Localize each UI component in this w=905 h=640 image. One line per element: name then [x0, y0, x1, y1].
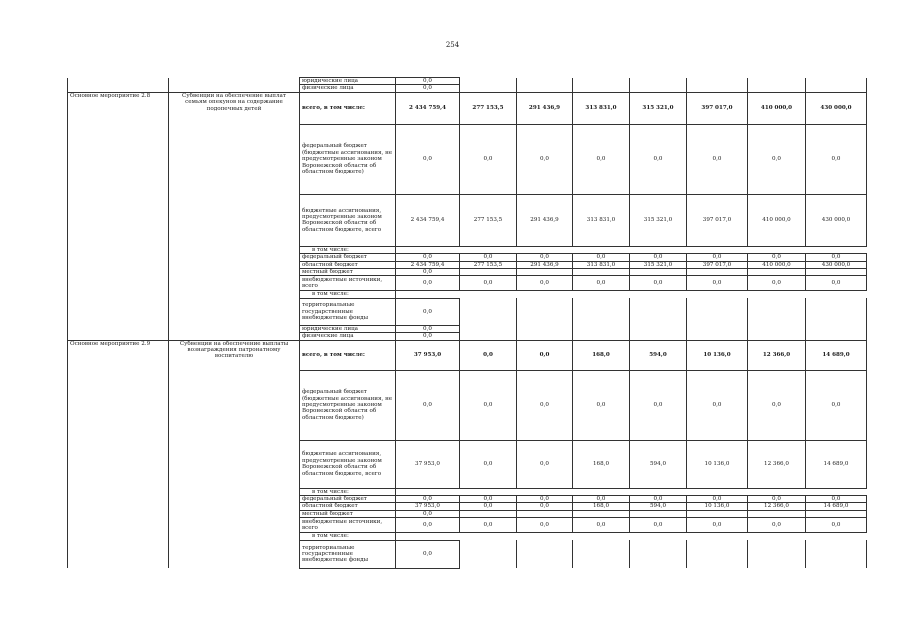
- value-cell: 410 000,0: [748, 261, 806, 268]
- empty-value-cell: [460, 510, 517, 517]
- empty-value-cell: [630, 333, 687, 340]
- value-cell: 12 366,0: [748, 340, 806, 370]
- value-cell: 0,0: [748, 518, 806, 533]
- event-description-cell: [169, 440, 300, 488]
- value-cell: 0,0: [687, 496, 748, 503]
- value-cell: 0,0: [460, 518, 517, 533]
- event-name-cell: [68, 194, 169, 246]
- value-cell: 0,0: [396, 333, 460, 340]
- event-description-cell: [169, 78, 300, 85]
- table-row: [68, 540, 867, 568]
- event-description-cell: [169, 533, 300, 540]
- funding-source-cell: в том числе:: [300, 291, 396, 298]
- value-cell: 2 434 759,4: [396, 261, 460, 268]
- event-description-cell: [169, 518, 300, 533]
- empty-value-cell: [806, 269, 867, 276]
- funding-source-cell: федеральный бюджет (бюджетные ассигнования, не предусмотренные законом Воронежской области об областном бюджете): [300, 370, 396, 440]
- empty-value-cell: [460, 333, 517, 340]
- value-cell: 0,0: [630, 276, 687, 291]
- funding-source-cell: юридические лица: [300, 325, 396, 332]
- table-row: [68, 78, 867, 85]
- table-row: [68, 291, 867, 298]
- value-cell: 168,0: [573, 503, 630, 510]
- value-cell: 2 434 759,4: [396, 194, 460, 246]
- value-cell: 0,0: [517, 503, 573, 510]
- value-cell: 0,0: [396, 85, 460, 92]
- funding-source-cell: территориальные государственные внебюджетные фонды: [300, 298, 396, 325]
- event-description-cell: [169, 85, 300, 92]
- value-cell: 0,0: [573, 254, 630, 261]
- event-name-cell: [68, 246, 169, 253]
- empty-value-cell: [748, 269, 806, 276]
- empty-value-cell: [396, 533, 867, 540]
- empty-value-cell: [517, 298, 573, 325]
- event-description-cell: [169, 254, 300, 261]
- funding-source-cell: физические лица: [300, 85, 396, 92]
- value-cell: 0,0: [573, 276, 630, 291]
- value-cell: 0,0: [573, 496, 630, 503]
- value-cell: 0,0: [396, 370, 460, 440]
- empty-value-cell: [630, 85, 687, 92]
- value-cell: 594,0: [630, 340, 687, 370]
- event-description-cell: [169, 124, 300, 194]
- empty-value-cell: [806, 85, 867, 92]
- event-description-cell: Субвенции на обеспечение выплат семьям опекунов на содержание подопечных детей: [169, 92, 300, 124]
- empty-value-cell: [396, 246, 867, 253]
- event-description-cell: [169, 510, 300, 517]
- value-cell: 0,0: [806, 496, 867, 503]
- value-cell: 594,0: [630, 503, 687, 510]
- value-cell: 0,0: [396, 540, 460, 568]
- value-cell: 0,0: [396, 518, 460, 533]
- value-cell: 0,0: [517, 496, 573, 503]
- event-name-cell: [68, 488, 169, 495]
- value-cell: 0,0: [748, 254, 806, 261]
- empty-value-cell: [517, 333, 573, 340]
- value-cell: 0,0: [460, 276, 517, 291]
- value-cell: 0,0: [396, 276, 460, 291]
- funding-source-cell: федеральный бюджет: [300, 496, 396, 503]
- value-cell: 0,0: [396, 78, 460, 85]
- value-cell: 430 000,0: [806, 92, 867, 124]
- value-cell: 0,0: [517, 518, 573, 533]
- value-cell: 0,0: [396, 298, 460, 325]
- funding-source-cell: местный бюджет: [300, 269, 396, 276]
- value-cell: 0,0: [748, 124, 806, 194]
- event-name-cell: [68, 533, 169, 540]
- empty-value-cell: [573, 510, 630, 517]
- empty-value-cell: [573, 78, 630, 85]
- empty-value-cell: [630, 298, 687, 325]
- empty-value-cell: [517, 510, 573, 517]
- empty-value-cell: [517, 325, 573, 332]
- empty-value-cell: [573, 333, 630, 340]
- empty-value-cell: [630, 510, 687, 517]
- funding-source-cell: областной бюджет: [300, 503, 396, 510]
- funding-source-cell: физические лица: [300, 333, 396, 340]
- value-cell: 14 689,0: [806, 503, 867, 510]
- value-cell: 313 831,0: [573, 194, 630, 246]
- funding-source-cell: бюджетные ассигнования, предусмотренные законом Воронежской области об областном бюджете, всего: [300, 194, 396, 246]
- event-name-cell: [68, 276, 169, 291]
- event-name-cell: [68, 510, 169, 517]
- value-cell: 0,0: [460, 254, 517, 261]
- event-name-cell: [68, 78, 169, 85]
- empty-value-cell: [460, 85, 517, 92]
- funding-source-cell: всего, в том числе:: [300, 92, 396, 124]
- table-row: [68, 276, 867, 291]
- value-cell: 0,0: [517, 440, 573, 488]
- value-cell: 0,0: [687, 254, 748, 261]
- funding-source-cell: внебюджетные источники, всего: [300, 276, 396, 291]
- value-cell: 14 689,0: [806, 440, 867, 488]
- table-row: [68, 496, 867, 503]
- value-cell: 0,0: [396, 510, 460, 517]
- value-cell: 10 136,0: [687, 340, 748, 370]
- value-cell: 277 153,5: [460, 92, 517, 124]
- empty-value-cell: [748, 540, 806, 568]
- value-cell: 0,0: [748, 370, 806, 440]
- empty-value-cell: [748, 333, 806, 340]
- value-cell: 37 953,0: [396, 340, 460, 370]
- value-cell: 0,0: [806, 518, 867, 533]
- empty-value-cell: [806, 298, 867, 325]
- funding-source-cell: внебюджетные источники, всего: [300, 518, 396, 533]
- funding-source-cell: в том числе:: [300, 246, 396, 253]
- table-row: [68, 503, 867, 510]
- table-row: [68, 85, 867, 92]
- value-cell: 0,0: [517, 340, 573, 370]
- value-cell: 0,0: [396, 496, 460, 503]
- value-cell: 0,0: [630, 370, 687, 440]
- event-name-cell: [68, 298, 169, 325]
- empty-value-cell: [396, 488, 867, 495]
- empty-value-cell: [573, 298, 630, 325]
- value-cell: 37 953,0: [396, 503, 460, 510]
- event-description-cell: [169, 370, 300, 440]
- value-cell: 410 000,0: [748, 194, 806, 246]
- value-cell: 313 831,0: [573, 92, 630, 124]
- event-description-cell: [169, 276, 300, 291]
- empty-value-cell: [806, 325, 867, 332]
- value-cell: 0,0: [517, 124, 573, 194]
- event-name-cell: [68, 269, 169, 276]
- empty-value-cell: [748, 325, 806, 332]
- value-cell: 0,0: [748, 276, 806, 291]
- value-cell: 2 434 759,4: [396, 92, 460, 124]
- event-description-cell: [169, 488, 300, 495]
- value-cell: 594,0: [630, 440, 687, 488]
- value-cell: 0,0: [517, 254, 573, 261]
- event-name-cell: [68, 325, 169, 332]
- table-row: [68, 333, 867, 340]
- empty-value-cell: [687, 78, 748, 85]
- table-row: [68, 488, 867, 495]
- empty-value-cell: [630, 78, 687, 85]
- table-row: [68, 325, 867, 332]
- funding-source-cell: бюджетные ассигнования, предусмотренные законом Воронежской области об областном бюджете, всего: [300, 440, 396, 488]
- empty-value-cell: [460, 540, 517, 568]
- event-name-cell: [68, 124, 169, 194]
- table-row: [68, 533, 867, 540]
- event-name-cell: [68, 291, 169, 298]
- funding-source-cell: федеральный бюджет (бюджетные ассигнования, не предусмотренные законом Воронежской области об областном бюджете): [300, 124, 396, 194]
- table-row: [68, 261, 867, 268]
- value-cell: 12 366,0: [748, 503, 806, 510]
- empty-value-cell: [687, 269, 748, 276]
- value-cell: 277 153,5: [460, 194, 517, 246]
- event-description-cell: [169, 298, 300, 325]
- event-description-cell: [169, 246, 300, 253]
- empty-value-cell: [687, 85, 748, 92]
- funding-source-cell: всего, в том числе:: [300, 340, 396, 370]
- value-cell: 0,0: [396, 269, 460, 276]
- table-row: [68, 92, 867, 124]
- page-number: 254: [445, 41, 460, 49]
- value-cell: 0,0: [806, 370, 867, 440]
- table-row: [68, 194, 867, 246]
- value-cell: 291 436,9: [517, 194, 573, 246]
- value-cell: 313 831,0: [573, 261, 630, 268]
- table-row: [68, 370, 867, 440]
- value-cell: 0,0: [460, 496, 517, 503]
- value-cell: 0,0: [517, 276, 573, 291]
- value-cell: 0,0: [460, 370, 517, 440]
- value-cell: 0,0: [687, 518, 748, 533]
- event-name-cell: [68, 261, 169, 268]
- event-name-cell: [68, 254, 169, 261]
- empty-value-cell: [573, 325, 630, 332]
- empty-value-cell: [517, 269, 573, 276]
- value-cell: 0,0: [806, 124, 867, 194]
- value-cell: 0,0: [573, 518, 630, 533]
- value-cell: 430 000,0: [806, 261, 867, 268]
- event-description-cell: [169, 194, 300, 246]
- table-row: [68, 269, 867, 276]
- empty-value-cell: [806, 510, 867, 517]
- value-cell: 291 436,9: [517, 261, 573, 268]
- empty-value-cell: [630, 540, 687, 568]
- value-cell: 0,0: [630, 124, 687, 194]
- funding-source-cell: областной бюджет: [300, 261, 396, 268]
- value-cell: 37 953,0: [396, 440, 460, 488]
- table-row: [68, 246, 867, 253]
- value-cell: 315 321,0: [630, 261, 687, 268]
- table-row: [68, 518, 867, 533]
- empty-value-cell: [687, 540, 748, 568]
- event-name-cell: [68, 496, 169, 503]
- event-name-cell: [68, 518, 169, 533]
- value-cell: 315 321,0: [630, 92, 687, 124]
- value-cell: 397 017,0: [687, 194, 748, 246]
- empty-value-cell: [573, 269, 630, 276]
- empty-value-cell: [748, 78, 806, 85]
- event-description-cell: [169, 496, 300, 503]
- event-description-cell: [169, 540, 300, 568]
- event-description-cell: Субвенции на обеспечение выплаты вознаграждения патронатному воспитателю: [169, 340, 300, 370]
- value-cell: 0,0: [396, 254, 460, 261]
- empty-value-cell: [687, 333, 748, 340]
- value-cell: 0,0: [630, 496, 687, 503]
- event-name-cell: [68, 333, 169, 340]
- value-cell: 291 436,9: [517, 92, 573, 124]
- event-name-cell: [68, 503, 169, 510]
- empty-value-cell: [517, 540, 573, 568]
- value-cell: 315 321,0: [630, 194, 687, 246]
- funding-source-cell: местный бюджет: [300, 510, 396, 517]
- value-cell: 10 136,0: [687, 503, 748, 510]
- event-name-cell: Основное мероприятие 2.9: [68, 340, 169, 370]
- value-cell: 12 366,0: [748, 440, 806, 488]
- value-cell: 0,0: [460, 340, 517, 370]
- empty-value-cell: [687, 298, 748, 325]
- value-cell: 14 689,0: [806, 340, 867, 370]
- value-cell: 0,0: [573, 370, 630, 440]
- value-cell: 0,0: [687, 124, 748, 194]
- value-cell: 0,0: [573, 124, 630, 194]
- table-row: [68, 298, 867, 325]
- empty-value-cell: [806, 333, 867, 340]
- event-name-cell: [68, 540, 169, 568]
- funding-source-cell: федеральный бюджет: [300, 254, 396, 261]
- empty-value-cell: [748, 298, 806, 325]
- value-cell: 410 000,0: [748, 92, 806, 124]
- value-cell: 0,0: [630, 254, 687, 261]
- event-description-cell: [169, 333, 300, 340]
- event-name-cell: [68, 370, 169, 440]
- event-name-cell: Основное мероприятие 2.8: [68, 92, 169, 124]
- value-cell: 0,0: [460, 503, 517, 510]
- empty-value-cell: [460, 325, 517, 332]
- value-cell: 0,0: [517, 370, 573, 440]
- empty-value-cell: [460, 269, 517, 276]
- table-row: [68, 440, 867, 488]
- table-row: [68, 254, 867, 261]
- empty-value-cell: [573, 540, 630, 568]
- empty-value-cell: [573, 85, 630, 92]
- budget-table: [67, 77, 867, 569]
- table-row: [68, 340, 867, 370]
- table-row: [68, 510, 867, 517]
- value-cell: 0,0: [460, 440, 517, 488]
- event-description-cell: [169, 291, 300, 298]
- value-cell: 0,0: [396, 325, 460, 332]
- event-description-cell: [169, 503, 300, 510]
- value-cell: 397 017,0: [687, 92, 748, 124]
- table-row: [68, 124, 867, 194]
- value-cell: 397 017,0: [687, 261, 748, 268]
- event-description-cell: [169, 325, 300, 332]
- value-cell: 277 153,5: [460, 261, 517, 268]
- value-cell: 0,0: [396, 124, 460, 194]
- empty-value-cell: [396, 291, 867, 298]
- empty-value-cell: [517, 85, 573, 92]
- funding-source-cell: в том числе:: [300, 488, 396, 495]
- empty-value-cell: [460, 78, 517, 85]
- empty-value-cell: [748, 85, 806, 92]
- value-cell: 168,0: [573, 440, 630, 488]
- value-cell: 0,0: [687, 276, 748, 291]
- value-cell: 0,0: [806, 254, 867, 261]
- value-cell: 10 136,0: [687, 440, 748, 488]
- empty-value-cell: [460, 298, 517, 325]
- empty-value-cell: [630, 325, 687, 332]
- value-cell: 0,0: [687, 370, 748, 440]
- empty-value-cell: [630, 269, 687, 276]
- empty-value-cell: [806, 540, 867, 568]
- value-cell: 0,0: [630, 518, 687, 533]
- value-cell: 0,0: [748, 496, 806, 503]
- event-name-cell: [68, 85, 169, 92]
- empty-value-cell: [748, 510, 806, 517]
- value-cell: 0,0: [460, 124, 517, 194]
- empty-value-cell: [806, 78, 867, 85]
- empty-value-cell: [517, 78, 573, 85]
- event-description-cell: [169, 261, 300, 268]
- value-cell: 430 000,0: [806, 194, 867, 246]
- funding-source-cell: юридические лица: [300, 78, 396, 85]
- funding-source-cell: в том числе:: [300, 533, 396, 540]
- value-cell: 168,0: [573, 340, 630, 370]
- funding-source-cell: территориальные государственные внебюджетные фонды: [300, 540, 396, 568]
- empty-value-cell: [687, 325, 748, 332]
- event-description-cell: [169, 269, 300, 276]
- empty-value-cell: [687, 510, 748, 517]
- event-name-cell: [68, 440, 169, 488]
- value-cell: 0,0: [806, 276, 867, 291]
